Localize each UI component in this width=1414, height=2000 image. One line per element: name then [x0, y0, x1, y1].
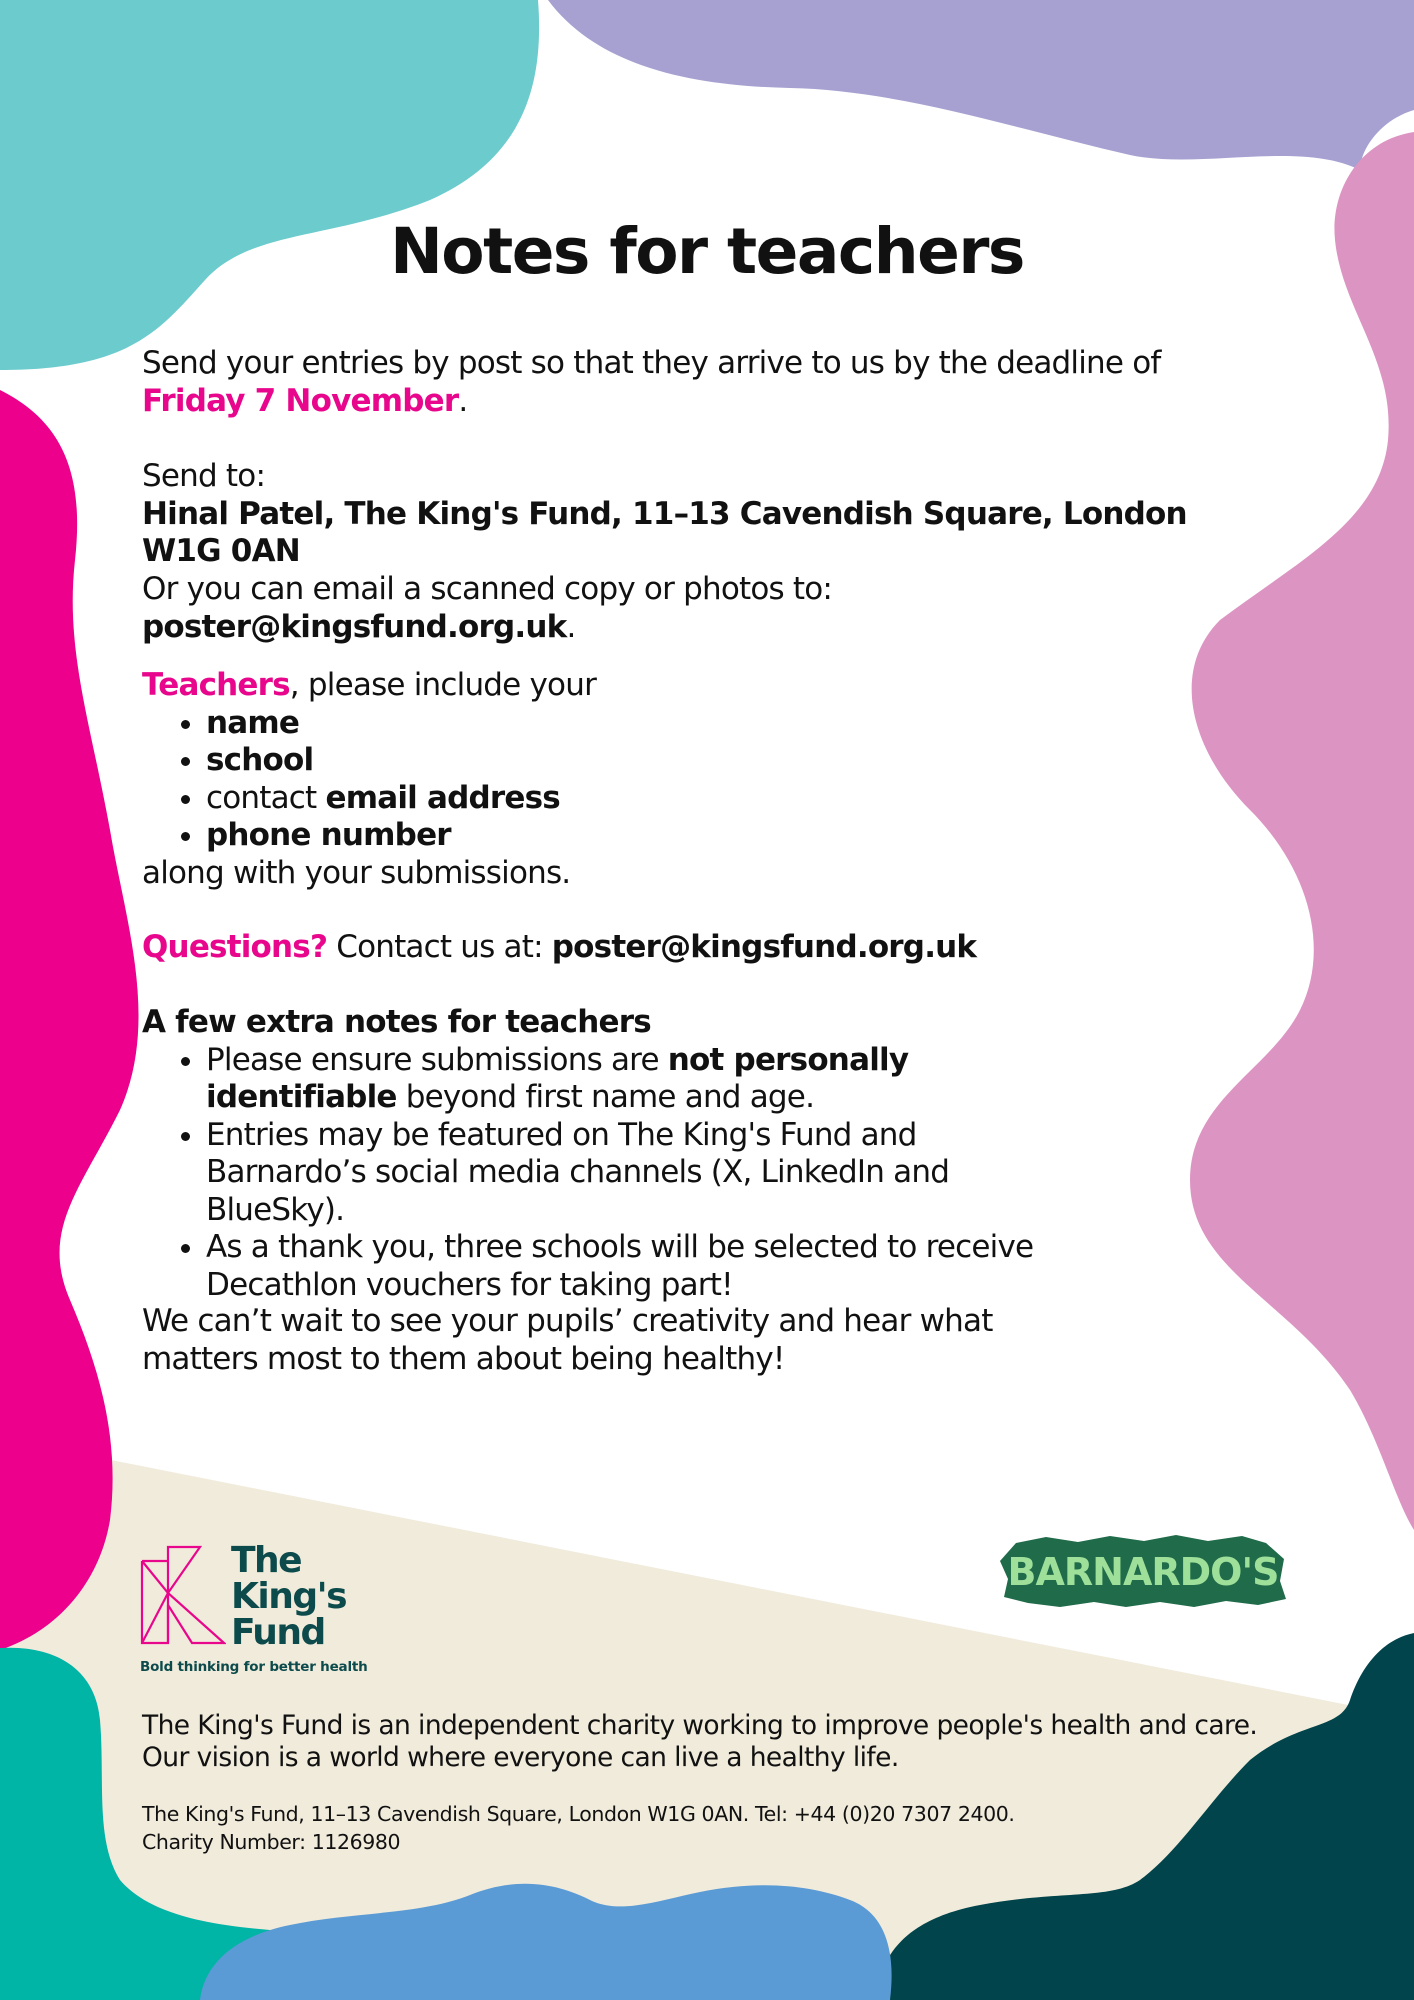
questions-email-link[interactable]: poster@kingsfund.org.uk	[551, 929, 977, 965]
charity-number: Charity Number: 1126980	[142, 1830, 401, 1854]
deadline-date: Friday 7 November	[142, 382, 459, 419]
kings-fund-tagline: Bold thinking for better health	[140, 1659, 368, 1675]
email-suffix: .	[566, 608, 576, 645]
closing-text: We can’t wait to see your pupils’ creativity and hear what matters most to them about being healthy!	[142, 1303, 993, 1377]
barnardos-logo	[998, 1533, 1288, 1608]
questions-text: Contact us at:	[336, 929, 543, 965]
page-title: Notes for teachers	[390, 215, 1024, 288]
kings-fund-k-mark-icon	[140, 1545, 226, 1647]
list-item	[206, 742, 1262, 780]
teachers-intro: , please include your	[289, 667, 597, 703]
footer-address-line: The King's Fund, 11–13 Cavendish Square, London W1G 0AN. Tel: +44 (0)20 7307 2400.	[142, 1802, 1015, 1826]
item-bold: email address	[325, 779, 560, 816]
teachers-section	[142, 667, 1262, 892]
extra-notes-section	[142, 1004, 1082, 1304]
list-item	[206, 817, 1262, 855]
teachers-outro: along with your submissions.	[142, 854, 571, 891]
extra-notes-heading: A few extra notes for teachers	[142, 1004, 651, 1040]
extra-notes-list	[142, 1042, 1082, 1305]
email-link[interactable]: poster@kingsfund.org.uk	[142, 608, 567, 645]
item-prefix: contact	[206, 779, 326, 816]
kings-fund-wordmark	[231, 1540, 347, 1653]
footer-description	[142, 1710, 1292, 1774]
footer-desc-line: The King's Fund is an independent charity working to improve people's health and care.	[142, 1710, 1258, 1741]
note-text-post: beyond first name and age.	[405, 1079, 815, 1115]
send-to-label: Send to:	[142, 458, 266, 494]
questions-paragraph	[142, 929, 1262, 967]
list-item	[206, 780, 1262, 818]
wordmark-line: King's	[231, 1576, 347, 1617]
barnardos-wordmark: BARNARDO'S	[1007, 1550, 1279, 1594]
note-bold: not personally identifiable	[206, 1041, 909, 1115]
teal-blob	[0, 0, 539, 370]
teachers-highlight: Teachers	[142, 667, 290, 703]
teachers-checklist	[142, 705, 1262, 855]
email-paragraph	[142, 571, 1262, 646]
item-bold: name	[206, 704, 300, 741]
send-to-paragraph	[142, 458, 1262, 571]
deadline-text: Send your entries by post so that they arrive to us by the deadline of	[142, 345, 1161, 381]
wordmark-line: Fund	[231, 1612, 325, 1653]
lavender-blob	[548, 0, 1414, 170]
email-intro: Or you can email a scanned copy or photos to:	[142, 571, 833, 607]
deadline-paragraph	[142, 345, 1262, 420]
footer-desc-line: Our vision is a world where everyone can live a healthy life.	[142, 1742, 899, 1773]
list-item	[206, 1042, 1082, 1117]
wordmark-line: The	[231, 1540, 302, 1581]
list-item	[206, 705, 1262, 743]
list-item: • Entries may be featured on The King's Fund and Barnardo’s social media channels (X, LinkedIn and BlueSky).	[206, 1117, 1082, 1230]
item-bold: phone number	[206, 817, 451, 853]
postal-address: Hinal Patel, The King's Fund, 11–13 Cavendish Square, London W1G 0AN	[142, 495, 1187, 569]
note-text: Please ensure submissions are	[206, 1041, 659, 1078]
kings-fund-logo	[140, 1540, 380, 1677]
questions-highlight: Questions?	[142, 929, 328, 965]
item-bold: school	[206, 742, 314, 778]
closing-paragraph	[142, 1303, 1102, 1378]
deadline-suffix: .	[458, 382, 468, 419]
list-item: • As a thank you, three schools will be selected to receive Decathlon vouchers for taking part!	[206, 1229, 1082, 1304]
magenta-blob	[0, 390, 139, 1650]
footer-address	[142, 1800, 1242, 1856]
